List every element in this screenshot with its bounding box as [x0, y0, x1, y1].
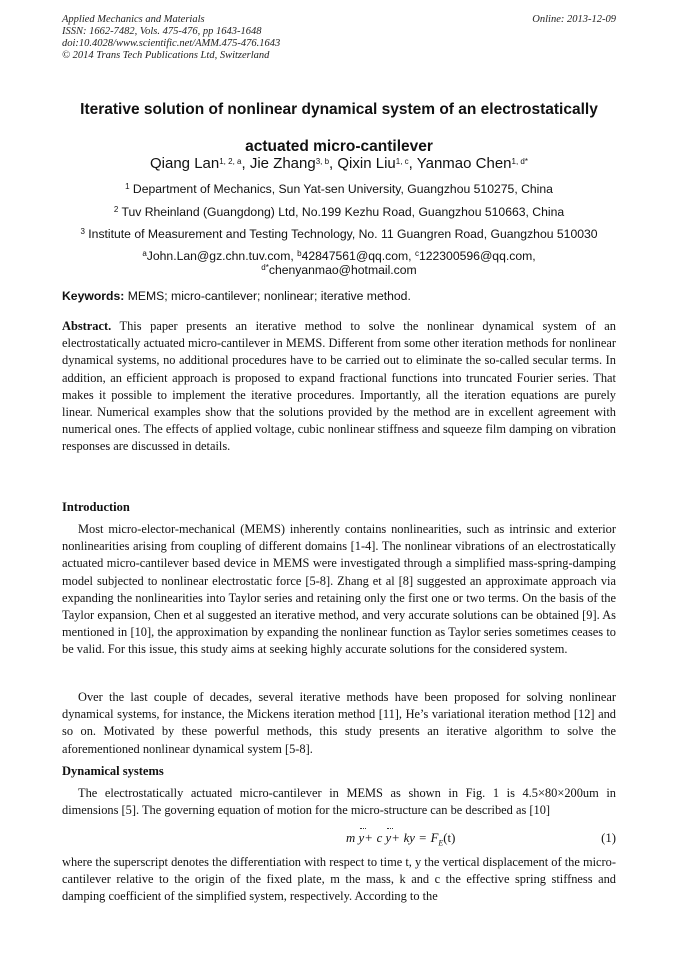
email-sup: b — [297, 249, 302, 258]
affiliation-1 — [62, 182, 616, 196]
intro-paragraph-2 — [62, 689, 616, 758]
email-b[interactable]: 42847561@qq.com, — [301, 249, 412, 263]
eq-F: F — [430, 831, 439, 845]
affiliation-2 — [62, 205, 616, 219]
author-name: Yanmao Chen — [416, 155, 512, 172]
author-sup: 1, d* — [511, 157, 528, 166]
eq-t: (t) — [443, 831, 456, 845]
email-c[interactable]: 122300596@qq.com, — [418, 249, 536, 263]
journal-meta — [62, 14, 280, 62]
title-line-2: actuated micro-cantilever — [245, 138, 433, 155]
keywords-text: MEMS; micro-cantilever; nonlinear; iterative method. — [127, 289, 411, 303]
intro-paragraph-1 — [62, 521, 616, 659]
affiliation-text: Department of Mechanics, Sun Yat-sen University, Guangzhou 510275, China — [132, 182, 553, 196]
dynamical-paragraph-2-text: where the superscript denotes the differentiation with respect to time t, y the vertical displacement of the micro-cantilever relative to the origin of the fixed plate, m the mass, k and c the effective spring stiffness and damping coefficient of the simplified system, respectively. According to the — [62, 855, 616, 904]
dynamical-paragraph-2 — [62, 854, 616, 906]
eq-plus: + — [392, 831, 400, 845]
dynamical-paragraph-1-text: The electrostatically actuated micro-cantilever in MEMS as shown in Fig. 1 is 4.5×80×200um in dimensions [5]. The governing equation of motion for the micro-structure can be described as [10] — [62, 786, 616, 818]
affiliation-text: Institute of Measurement and Testing Technology, No. 11 Guangren Road, Guangzhou 510030 — [88, 227, 598, 241]
author-list: Qiang Lan$^{1, 2, a}$, Jie Zhang$^{3, b}$, Qixin Liu$^{1, c}$, Yanmao Chen$^{1, d*}$ — [150, 155, 528, 172]
affiliation-sup: 2 — [113, 205, 119, 214]
online-date: Online: 2013-12-09 — [532, 14, 616, 25]
issn-line: ISSN: 1662-7482, Vols. 475-476, pp 1643-1648 — [62, 26, 262, 37]
equation-number: (1) — [601, 831, 616, 845]
email-sup: d* — [261, 263, 269, 272]
eq-y-ddot — [358, 831, 364, 846]
keywords — [62, 289, 616, 303]
affiliation-3 — [62, 227, 616, 241]
author-name: Qixin Liu — [337, 155, 396, 172]
author-name: Jie Zhang — [249, 155, 316, 172]
email-line-2 — [62, 263, 616, 277]
author-name: Qiang Lan — [150, 155, 220, 172]
eq-ky: ky — [403, 831, 415, 845]
eq-c: c — [376, 831, 383, 845]
eq-plus: + — [365, 831, 373, 845]
intro-paragraph-2-text: Over the last couple of decades, several iterative methods have been proposed for solving nonlinear dynamical systems, for instance, the Mickens iteration method [11], He’s variational iteration method [12] and so on. Motivated by these powerful methods, this study presents an iterative algorithm to solve the aforementioned nonlinear dynamical system [5-8]. — [62, 690, 616, 756]
eq-y: y — [358, 831, 365, 845]
author-sup: 1, 2, a — [219, 157, 242, 166]
affiliation-text: Tuv Rheinland (Guangdong) Ltd, No.199 Kezhu Road, Guangzhou 510663, China — [121, 205, 565, 219]
section-heading-introduction: Introduction — [62, 500, 130, 514]
equation-body — [346, 831, 455, 848]
journal-name: Applied Mechanics and Materials — [62, 14, 205, 25]
intro-paragraph-1-text: Most micro-elector-mechanical (MEMS) inherently contains nonlinearities, such as intrinsic and exterior nonlinearities arising from coupling of different domains [1-4]. The nonlinear vibrations of an electrostatically actuated micro-cantilever based device in MEMS were investigated through a simplified mass-spring-damping model subjected to nonlinear electrostatic force [5-8]. Zhang et al [8] suggested an approximate approach via expanding the nonlinearities into Taylor series and retaining only the first one or two terms. On the basis of the Taylor expansion, Chen et al suggested an iterative method, and very accurate solutions can be obtained [9]. As mentioned in [10], the approximation by expanding the nonlinear function as Taylor series sometimes ceases to be valid. For this issue, this study aims at seeking highly accurate solutions for the considered system. — [62, 522, 616, 657]
section-heading-dynamical-systems: Dynamical systems — [62, 764, 164, 778]
abstract-label: Abstract. — [62, 319, 112, 333]
email-a[interactable]: John.Lan@gz.chn.tuv.com, — [146, 249, 294, 263]
eq-y-dot — [385, 831, 391, 846]
eq-equals: = — [419, 831, 427, 845]
email-d[interactable]: chenyanmao@hotmail.com — [268, 263, 417, 277]
dynamical-paragraph-1 — [62, 785, 616, 819]
email-sup: c — [414, 249, 419, 258]
affiliation-sup: 1 — [125, 182, 130, 191]
email-sup: a — [142, 249, 147, 258]
equation-1 — [62, 831, 616, 849]
eq-y: y — [385, 831, 392, 845]
title-line-1: Iterative solution of nonlinear dynamical system of an electrostatically — [80, 101, 598, 118]
abstract — [62, 318, 616, 456]
author-sup: 1, c — [395, 157, 409, 166]
copyright-line: © 2014 Trans Tech Publications Ltd, Switzerland — [62, 50, 270, 61]
eq-F-sub: E — [438, 838, 444, 848]
eq-m: m — [346, 831, 356, 845]
affiliation-sup: 3 — [80, 227, 85, 236]
keywords-label: Keywords: — [62, 289, 125, 303]
email-line-1 — [62, 249, 616, 263]
doi-line: doi:10.4028/www.scientific.net/AMM.475-476.1643 — [62, 38, 281, 49]
author-sup: 3, b — [315, 157, 330, 166]
abstract-text: This paper presents an iterative method to solve the nonlinear dynamical system of an electrostatically actuated micro-cantilever in MEMS. Different from some other iteration methods for nonlinear dynamical systems, no additional procedures have to be carried out to eliminate the so-called secular terms. In addition, an efficient approach is proposed to expand fractional functions into truncated Fourier series. That makes it possible to implement the iterative procedures. Importantly, all the iteration equations are purely linear. Numerical examples show that the solutions provided by the method are in excellent agreement with numerical ones. The effects of applied voltage, cubic nonlinear stiffness and squeeze film damping on vibration responses are discussed in details. — [62, 319, 616, 454]
